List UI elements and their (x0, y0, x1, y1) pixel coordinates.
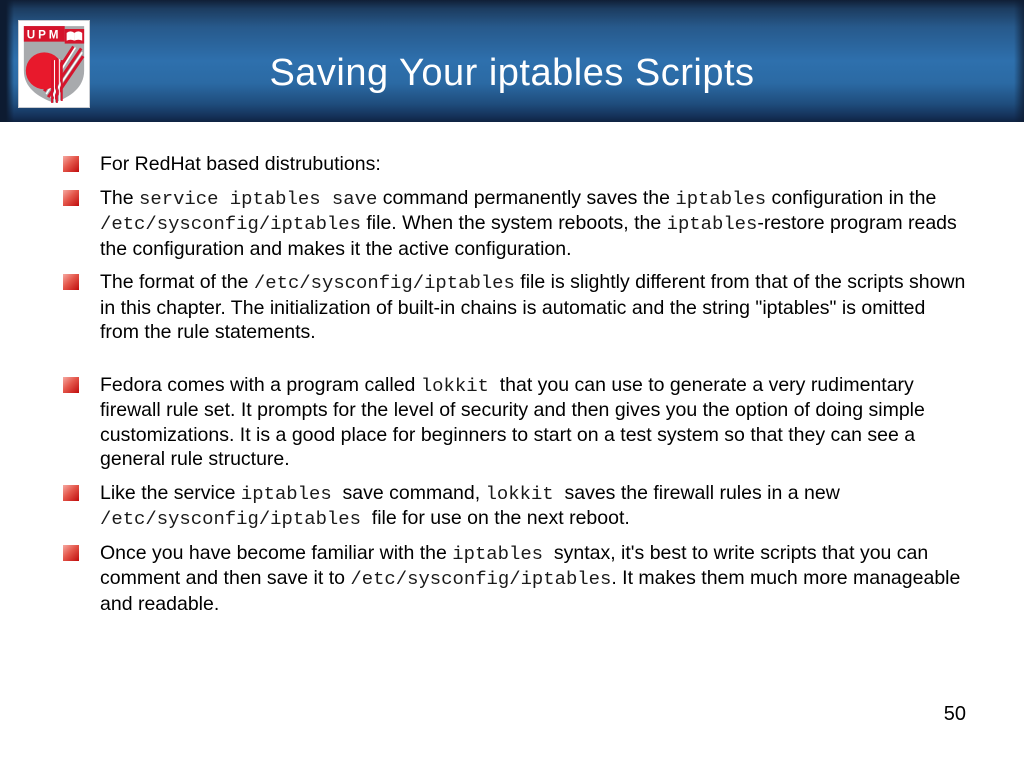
slide-header (0, 0, 1024, 122)
bullet-square-icon (63, 545, 79, 561)
code-text: /etc/sysconfig/iptables (100, 213, 361, 235)
bullet-item (63, 152, 968, 177)
bullet-square-icon (63, 190, 79, 206)
body-text: Fedora comes with a program called (100, 373, 421, 396)
body-text: save command, (331, 481, 486, 504)
code-text: /etc/sysconfig/iptables (100, 508, 361, 530)
bullet-text (100, 481, 968, 532)
bullet-item (63, 541, 968, 617)
bullet-text (100, 270, 971, 345)
body-text: For RedHat based distrubutions: (100, 153, 381, 175)
body-text: syntax, it's best to write scripts that you can comment and then save it to (100, 541, 934, 589)
page-number: 50 (943, 703, 966, 725)
code-text: service iptables save (139, 187, 378, 210)
bullet-text (100, 373, 968, 472)
body-text: Like the service (100, 481, 241, 504)
code-text: /etc/sysconfig/iptables (350, 568, 612, 590)
code-text: /etc/sysconfig/iptables (253, 272, 515, 294)
bullet-item (63, 373, 968, 472)
code-text: iptables (666, 213, 758, 235)
bullet-text (100, 152, 381, 177)
body-text: saves the firewall rules in a new (553, 481, 846, 504)
bullet-item (63, 481, 968, 532)
slide-body (63, 152, 971, 625)
body-text: file for use on the next reboot. (360, 507, 630, 529)
code-text: lokkit (420, 374, 489, 397)
body-text: The format of the (100, 271, 254, 293)
bullet-item (63, 186, 968, 262)
body-text: file is slightly different from that of the scripts shown in this chapter. The initialization of built-in chains is automatic and the string "iptables" is omitted from the rule statements. (100, 271, 971, 343)
bullet-text (100, 541, 968, 617)
bullet-square-icon (63, 377, 79, 393)
body-text: command permanently saves the (377, 186, 676, 209)
body-text: . It makes them much more manageable and readable. (100, 567, 966, 615)
body-text: configuration in the (766, 186, 942, 209)
code-text: lokkit (485, 482, 554, 505)
body-text: -restore program reads the configuration and makes it the active configuration. (100, 212, 963, 260)
body-text: that you can use to generate a very rudimentary firewall rule set. It prompts for the level of security and then gives you the option of doing simple customizations. It is a good place for beginners to start on a test system so that they can see a general rule structure. (100, 373, 931, 470)
bullet-square-icon (63, 485, 79, 501)
bullet-item (63, 270, 971, 345)
bullet-square-icon (63, 156, 79, 172)
svg-text:UPM: UPM (26, 28, 62, 42)
slide-title: Saving Your iptables Scripts (269, 52, 755, 94)
bullet-text (100, 186, 968, 262)
bullet-list (63, 152, 971, 616)
body-text: Once you have become familiar with the (100, 541, 453, 564)
code-text: iptables (240, 482, 332, 505)
body-text: file. When the system reboots, the (360, 212, 667, 234)
bullet-square-icon (63, 274, 79, 290)
body-text: The (100, 186, 140, 209)
code-text: iptables (452, 542, 544, 565)
code-text: iptables (675, 187, 767, 210)
